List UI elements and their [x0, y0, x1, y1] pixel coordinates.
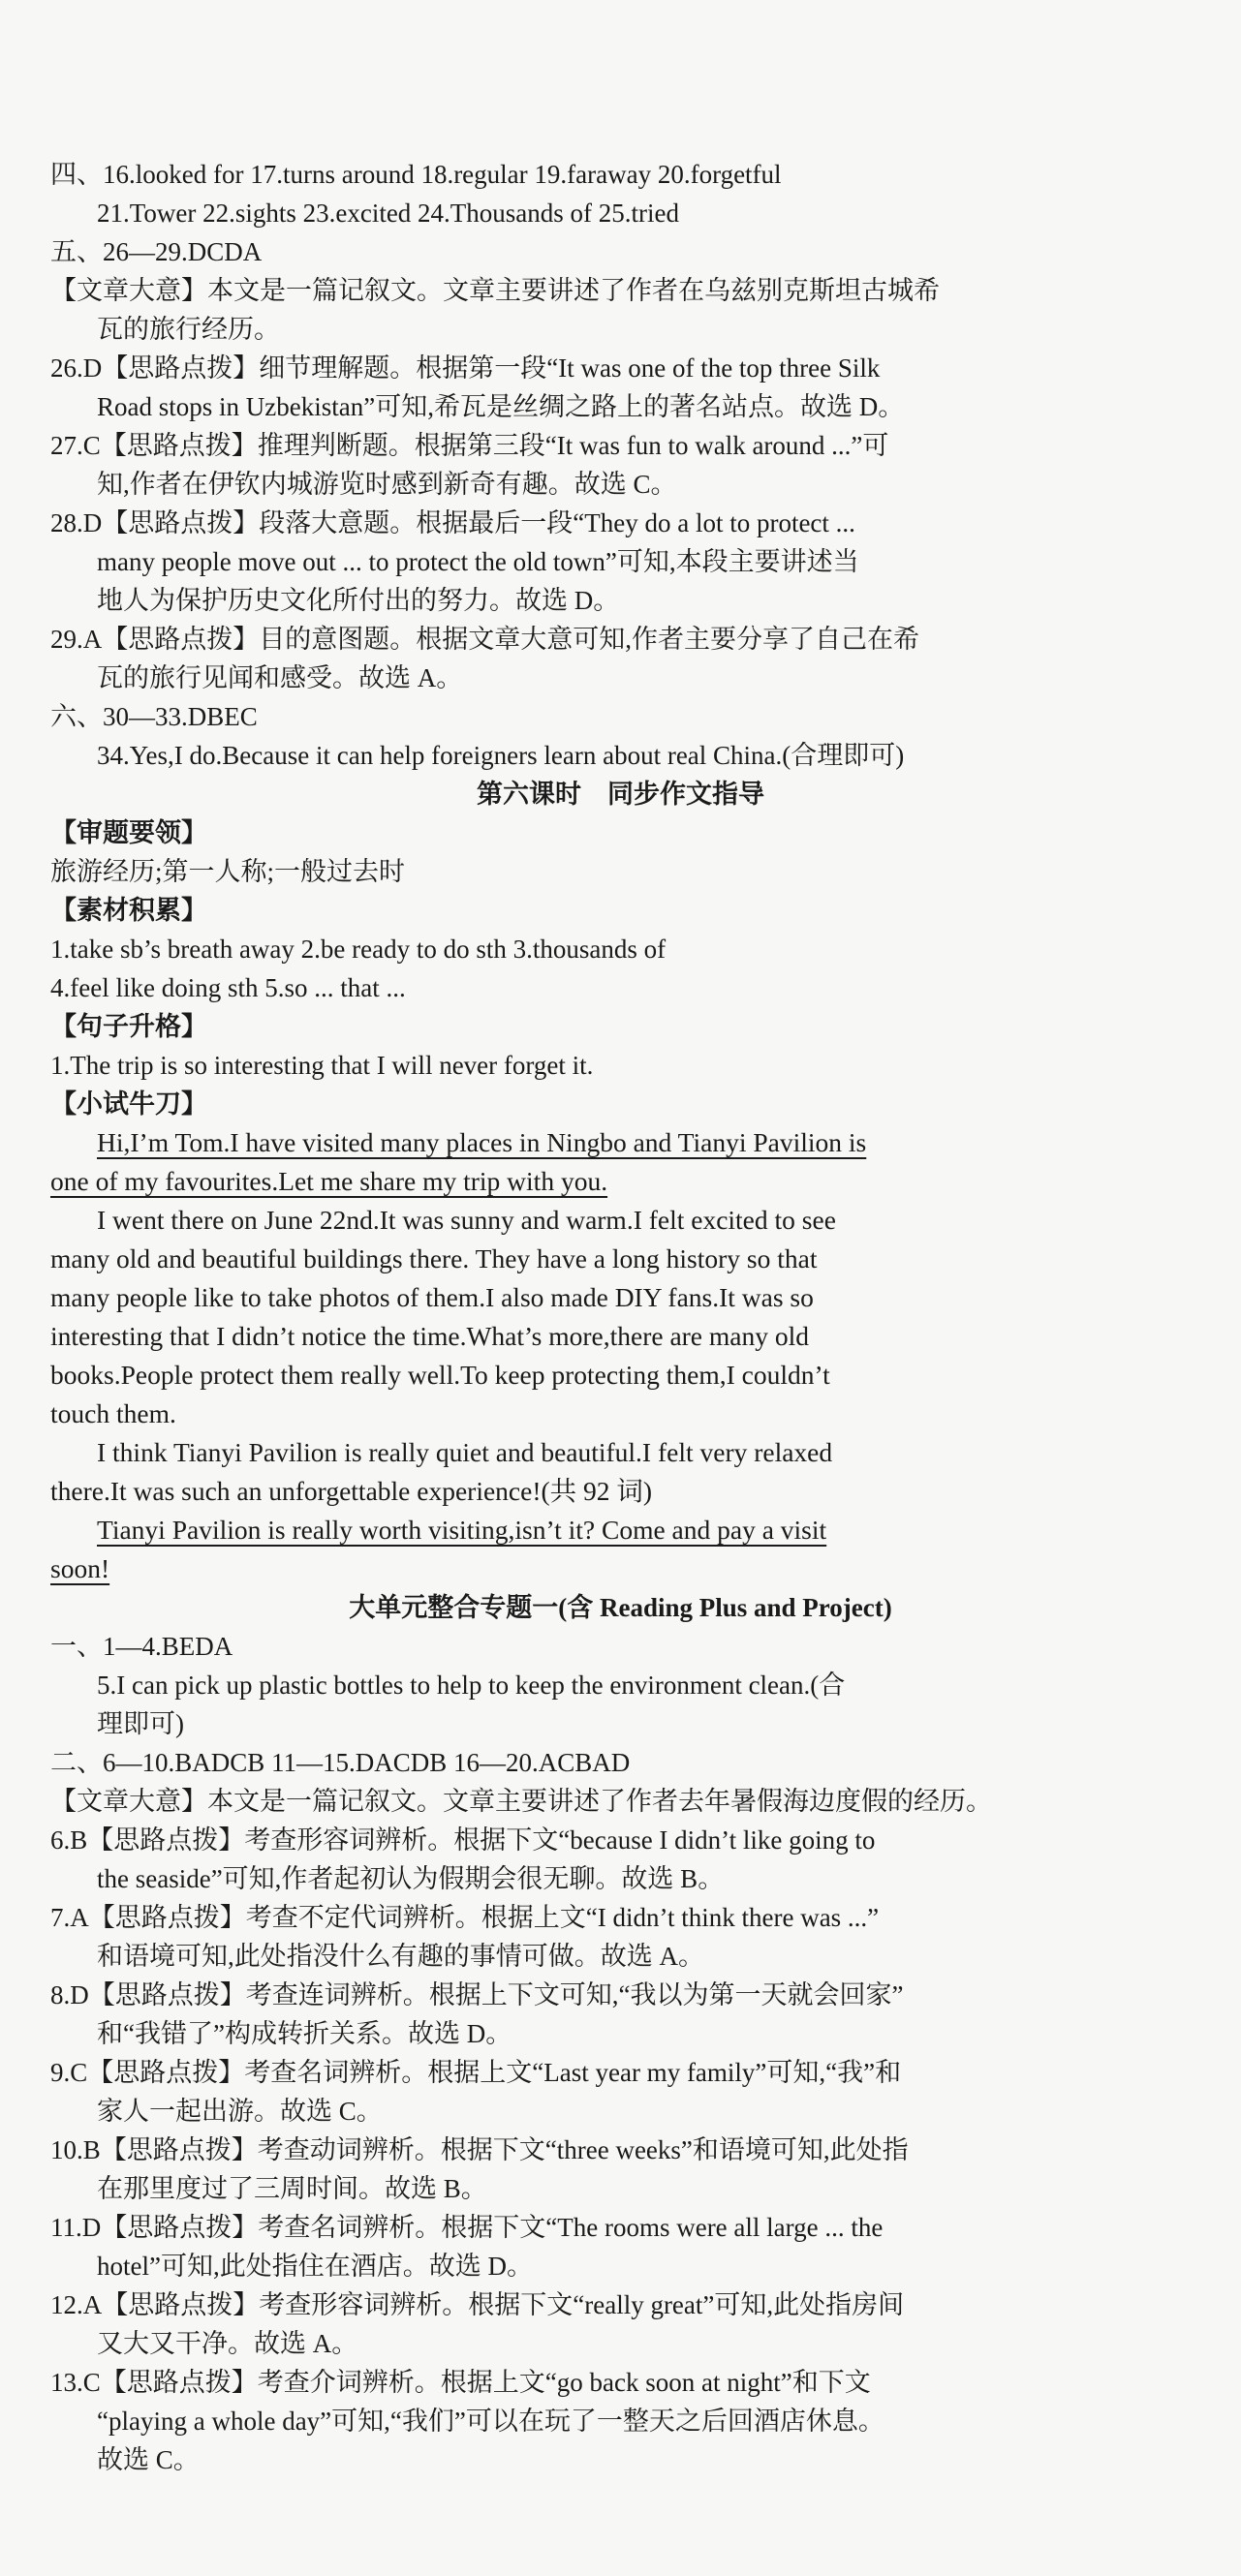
essay-line: interesting that I didn’t notice the time.What’s more,there are many old	[50, 1321, 809, 1351]
answer-line: 一、1—4.BEDA	[50, 1632, 233, 1661]
explanation-line: Road stops in Uzbekistan”可知,希瓦是丝绸之路上的著名站点。故选 D。	[97, 392, 905, 421]
explanation-line: 13.C【思路点拨】考查介词辨析。根据上文“go back soon at night”和下文	[50, 2368, 871, 2397]
explanation-line: 故选 C。	[97, 2445, 200, 2474]
answer-line: 四、16.looked for 17.turns around 18.regular 19.faraway 20.forgetful	[50, 160, 782, 189]
essay-line: many people like to take photos of them.I also made DIY fans.It was so	[50, 1282, 814, 1312]
explanation-line: 知,作者在伊钦内城游览时感到新奇有趣。故选 C。	[97, 470, 677, 499]
explanation-line: 27.C【思路点拨】推理判断题。根据第三段“It was fun to walk around ...”可	[50, 431, 889, 460]
explanation-line: 家人一起出游。故选 C。	[97, 2097, 383, 2126]
essay-closing: soon!	[50, 1553, 110, 1583]
answer-line: 旅游经历;第一人称;一般过去时	[50, 857, 406, 886]
section-heading: 【小试牛刀】	[50, 1089, 207, 1119]
section-heading: 【素材积累】	[50, 896, 207, 925]
essay-line: I think Tianyi Pavilion is really quiet and beautiful.I felt very relaxed	[97, 1437, 833, 1467]
answer-line: 1.take sb’s breath away 2.be ready to do sth 3.thousands of	[50, 935, 667, 964]
explanation-line: 6.B【思路点拨】考查形容词辨析。根据下文“because I didn’t like going to	[50, 1825, 876, 1855]
explanation-line: “playing a whole day”可知,“我们”可以在玩了一整天之后回酒店休息。	[97, 2407, 884, 2436]
explanation-line: 和“我错了”构成转折关系。故选 D。	[97, 2019, 512, 2048]
article-summary: 瓦的旅行经历。	[97, 315, 280, 344]
essay-opening: one of my favourites.Let me share my trip with you.	[50, 1166, 608, 1196]
explanation-line: 瓦的旅行见闻和感受。故选 A。	[97, 663, 463, 692]
explanation-line: 9.C【思路点拨】考查名词辨析。根据上文“Last year my family”可知,“我”和	[50, 2058, 902, 2087]
explanation-line: 又大又干净。故选 A。	[97, 2329, 358, 2358]
answer-line: 五、26—29.DCDA	[50, 237, 263, 266]
explanation-line: 7.A【思路点拨】考查不定代词辨析。根据上文“I didn’t think there was ...”	[50, 1903, 880, 1932]
answer-line: 二、6—10.BADCB 11—15.DACDB 16—20.ACBAD	[50, 1748, 631, 1777]
explanation-line: 8.D【思路点拨】考查连词辨析。根据上下文可知,“我以为第一天就会回家”	[50, 1980, 904, 2009]
essay-line: I went there on June 22nd.It was sunny and warm.I felt excited to see	[97, 1205, 836, 1235]
answer-line: 六、30—33.DBEC	[50, 702, 258, 731]
essay-line: there.It was such an unforgettable experience!(共 92 词)	[50, 1476, 653, 1506]
answer-line: 5.I can pick up plastic bottles to help to keep the environment clean.(合	[97, 1671, 846, 1700]
section-heading: 【句子升格】	[50, 1012, 207, 1041]
answer-line: 理即可)	[97, 1709, 184, 1738]
explanation-line: 10.B【思路点拨】考查动词辨析。根据下文“three weeks”和语境可知,此处指	[50, 2135, 909, 2164]
answer-line: 34.Yes,I do.Because it can help foreigners learn about real China.(合理即可)	[97, 741, 905, 770]
explanation-line: 11.D【思路点拨】考查名词辨析。根据下文“The rooms were all large ... the	[50, 2213, 884, 2242]
explanation-line: the seaside”可知,作者起初认为假期会很无聊。故选 B。	[97, 1864, 725, 1893]
explanation-line: 28.D【思路点拨】段落大意题。根据最后一段“They do a lot to protect ...	[50, 508, 855, 537]
article-summary: 【文章大意】本文是一篇记叙文。文章主要讲述了作者去年暑假海边度假的经历。	[50, 1787, 992, 1816]
explanation-line: many people move out ... to protect the old town”可知,本段主要讲述当	[97, 547, 859, 576]
article-summary: 【文章大意】本文是一篇记叙文。文章主要讲述了作者在乌兹别克斯坦古城希	[50, 276, 940, 305]
section-title: 第六课时 同步作文指导	[477, 780, 764, 809]
essay-opening: Hi,I’m Tom.I have visited many places in Ningbo and Tianyi Pavilion is	[97, 1127, 867, 1157]
explanation-line: 12.A【思路点拨】考查形容词辨析。根据下文“really great”可知,此处指房间	[50, 2290, 905, 2319]
essay-line: touch them.	[50, 1398, 176, 1428]
section-title: 大单元整合专题一(含 Reading Plus and Project)	[349, 1593, 892, 1622]
explanation-line: hotel”可知,此处指住在酒店。故选 D。	[97, 2252, 533, 2281]
explanation-line: 26.D【思路点拨】细节理解题。根据第一段“It was one of the top three Silk	[50, 353, 881, 383]
section-heading: 【审题要领】	[50, 818, 207, 847]
answer-line: 4.feel like doing sth 5.so ... that ...	[50, 973, 406, 1002]
essay-closing: Tianyi Pavilion is really worth visiting,isn’t it? Come and pay a visit	[97, 1515, 827, 1545]
explanation-line: 和语境可知,此处指没什么有趣的事情可做。故选 A。	[97, 1942, 704, 1971]
essay-line: books.People protect them really well.To keep protecting them,I couldn’t	[50, 1360, 830, 1390]
answer-line: 21.Tower 22.sights 23.excited 24.Thousands of 25.tried	[97, 199, 680, 228]
explanation-line: 地人为保护历史文化所付出的努力。故选 D。	[97, 586, 620, 615]
essay-line: many old and beautiful buildings there. They have a long history so that	[50, 1243, 818, 1273]
explanation-line: 在那里度过了三周时间。故选 B。	[97, 2174, 487, 2203]
explanation-line: 29.A【思路点拨】目的意图题。根据文章大意可知,作者主要分享了自己在希	[50, 625, 919, 654]
answer-line: 1.The trip is so interesting that I will never forget it.	[50, 1051, 594, 1080]
